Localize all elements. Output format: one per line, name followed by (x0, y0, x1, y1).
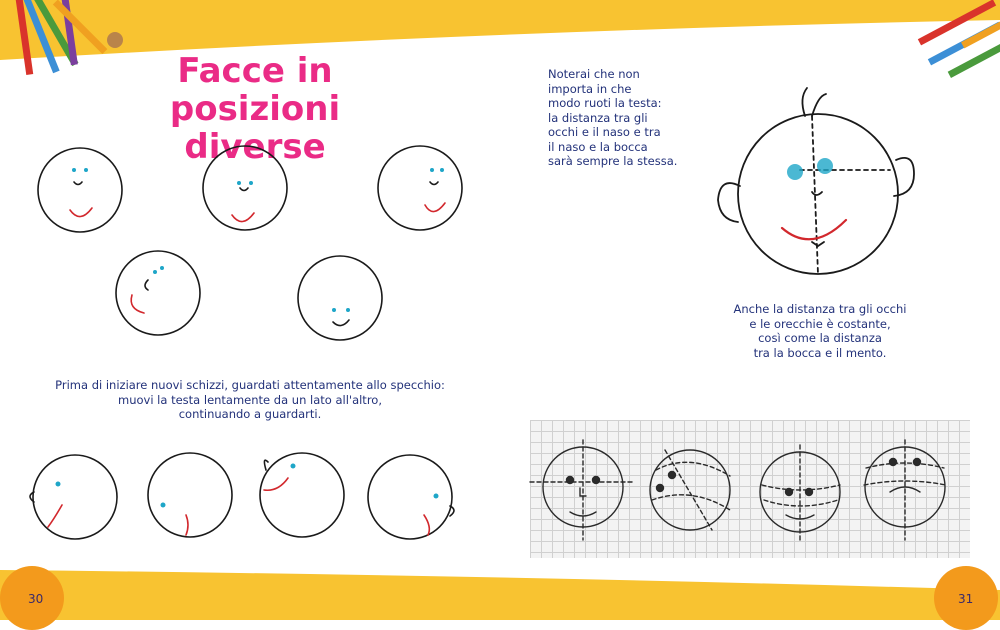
mirror-line: continuando a guardarti. (178, 407, 322, 421)
face-sketch-profile-left (30, 455, 117, 539)
face-sketch-three-quarter-down (203, 146, 287, 230)
head-proportion-diagram (718, 88, 914, 274)
face-sketch-front (38, 148, 122, 232)
intro-line: il naso e la bocca (548, 139, 648, 154)
face-sketch-profile-right (368, 455, 454, 539)
face-sketch-right-up (378, 146, 462, 230)
grid-sketch-front (530, 440, 635, 540)
intro-line: modo ruoti la testa: (548, 96, 662, 110)
page-title-line-1: Facce in posizioni (169, 51, 341, 129)
intro-line: importa in che (548, 81, 632, 96)
face-sketch-profile-right-up (260, 453, 344, 537)
mirror-line: Prima di iniziare nuovi schizzi, guardati attentamente allo specchio: (55, 378, 445, 392)
face-sketch-left-tilt (116, 251, 200, 335)
ears-line: Anche la distanza tra gli occhi (733, 302, 907, 316)
face-sketch-profile-left-down (148, 453, 232, 537)
ears-line: e le orecchie è costante, (749, 316, 891, 331)
page-number-left: 30 (28, 592, 44, 606)
intro-line: la distanza tra gli (548, 110, 648, 125)
face-sketch-down (298, 256, 382, 340)
ears-line: tra la bocca e il mento. (753, 345, 887, 360)
intro-line: occhi e il naso e tra (548, 125, 661, 139)
intro-line: sarà sempre la stessa. (548, 154, 678, 168)
page-title-line-2: diverse (184, 127, 326, 167)
intro-line: Noterai che non (548, 67, 640, 81)
grid-sketch-down (760, 445, 840, 540)
grid-sketch-up (864, 440, 946, 540)
grid-sketch-tilted (650, 450, 730, 530)
ears-line: così come la distanza (758, 331, 882, 345)
mirror-line: muovi la testa lentamente da un lato all'altro, (118, 392, 382, 407)
page-number-right: 31 (958, 592, 974, 606)
